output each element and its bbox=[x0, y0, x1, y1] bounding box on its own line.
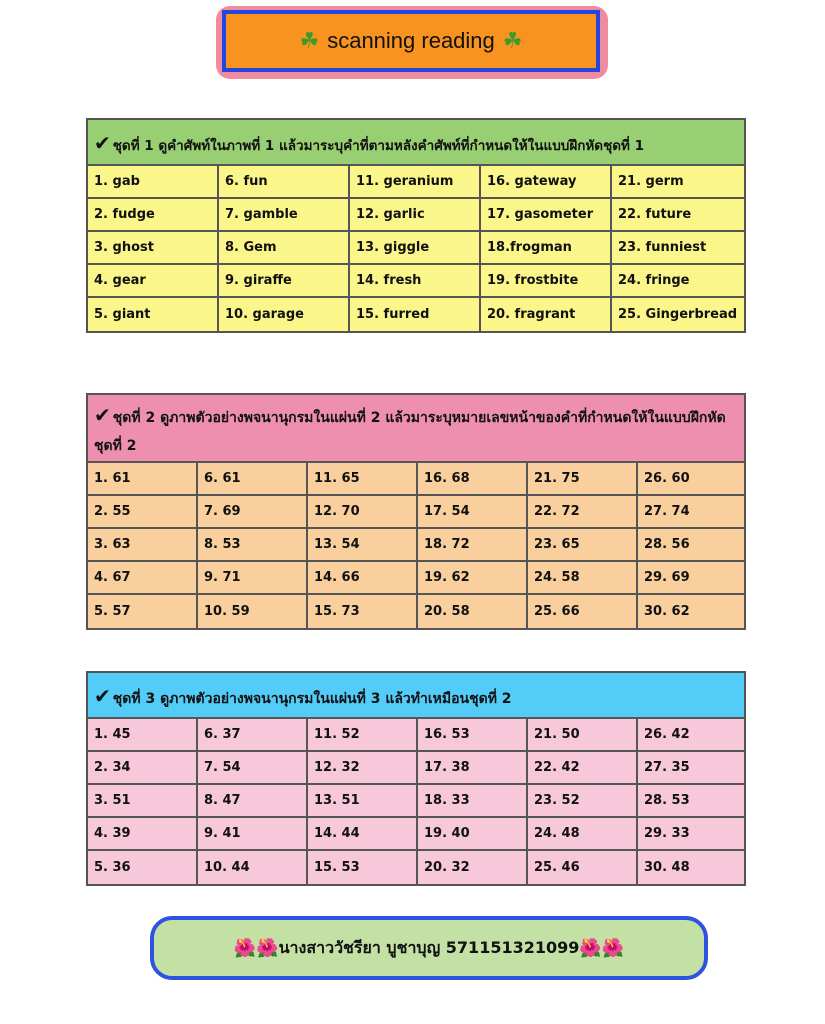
table-cell: 26. 60 bbox=[638, 463, 744, 496]
table-cell: 6. 37 bbox=[198, 719, 308, 752]
table-cell: 1. 61 bbox=[88, 463, 198, 496]
table-cell: 27. 35 bbox=[638, 752, 744, 785]
shamrock-icon: ☘ bbox=[502, 28, 523, 53]
table-cell: 15. furred bbox=[350, 298, 481, 331]
table-cell: 20. fragrant bbox=[481, 298, 612, 331]
table-cell: 20. 32 bbox=[418, 851, 528, 884]
table-cell: 28. 56 bbox=[638, 529, 744, 562]
heading-text: ชุดที่ 1 ดูคำศัพท์ในภาพที่ 1 แล้วมาระบุคำที่ตามหลังคำศัพท์ที่กำหนดให้ในแบบฝึกหัดชุดที่ 1 bbox=[112, 138, 644, 154]
table-cell: 29. 33 bbox=[638, 818, 744, 851]
table-cell: 25. 46 bbox=[528, 851, 638, 884]
exercise-set-1-heading bbox=[88, 120, 744, 166]
table-cell: 24. fringe bbox=[612, 265, 744, 298]
page-title bbox=[222, 10, 600, 72]
table-cell: 21. germ bbox=[612, 166, 744, 199]
table-cell: 7. 54 bbox=[198, 752, 308, 785]
table-cell: 4. 39 bbox=[88, 818, 198, 851]
table-cell: 21. 75 bbox=[528, 463, 638, 496]
table-cell: 24. 48 bbox=[528, 818, 638, 851]
table-cell: 12. garlic bbox=[350, 199, 481, 232]
table-cell: 11. geranium bbox=[350, 166, 481, 199]
table-cell: 19. 62 bbox=[418, 562, 528, 595]
table-cell: 2. fudge bbox=[88, 199, 219, 232]
heading-text: ชุดที่ 3 ดูภาพตัวอย่างพจนานุกรมในแผ่นที่ 3 แล้วทำเหมือนชุดที่ 2 bbox=[112, 691, 512, 707]
table-cell: 27. 74 bbox=[638, 496, 744, 529]
table-cell: 26. 42 bbox=[638, 719, 744, 752]
table-cell: 24. 58 bbox=[528, 562, 638, 595]
exercise-set-3 bbox=[86, 671, 746, 886]
table-cell: 19. frostbite bbox=[481, 265, 612, 298]
table-cell: 18.frogman bbox=[481, 232, 612, 265]
table-cell: 18. 72 bbox=[418, 529, 528, 562]
table-cell: 2. 55 bbox=[88, 496, 198, 529]
table-cell: 20. 58 bbox=[418, 595, 528, 628]
table-cell: 3. 51 bbox=[88, 785, 198, 818]
exercise-set-2-heading bbox=[88, 395, 744, 463]
exercise-set-2 bbox=[86, 393, 746, 630]
table-cell: 22. future bbox=[612, 199, 744, 232]
table-cell: 13. giggle bbox=[350, 232, 481, 265]
hibiscus-icon: 🌺🌺 bbox=[233, 937, 279, 959]
table-cell: 7. gamble bbox=[219, 199, 350, 232]
page-number-table bbox=[88, 463, 744, 628]
table-cell: 10. 44 bbox=[198, 851, 308, 884]
table-cell: 14. 66 bbox=[308, 562, 418, 595]
table-cell: 23. 52 bbox=[528, 785, 638, 818]
page-number-table bbox=[88, 719, 744, 884]
table-cell: 12. 70 bbox=[308, 496, 418, 529]
exercise-set-3-heading bbox=[88, 673, 744, 719]
table-cell: 7. 69 bbox=[198, 496, 308, 529]
table-cell: 10. garage bbox=[219, 298, 350, 331]
table-cell: 28. 53 bbox=[638, 785, 744, 818]
table-cell: 13. 54 bbox=[308, 529, 418, 562]
table-cell: 15. 53 bbox=[308, 851, 418, 884]
table-cell: 17. 38 bbox=[418, 752, 528, 785]
table-cell: 13. 51 bbox=[308, 785, 418, 818]
table-cell: 6. fun bbox=[219, 166, 350, 199]
table-cell: 4. gear bbox=[88, 265, 219, 298]
word-table bbox=[88, 166, 744, 331]
table-cell: 16. 53 bbox=[418, 719, 528, 752]
table-cell: 6. 61 bbox=[198, 463, 308, 496]
table-cell: 17. 54 bbox=[418, 496, 528, 529]
table-cell: 22. 72 bbox=[528, 496, 638, 529]
table-cell: 8. 47 bbox=[198, 785, 308, 818]
table-cell: 11. 52 bbox=[308, 719, 418, 752]
table-cell: 23. 65 bbox=[528, 529, 638, 562]
table-cell: 3. 63 bbox=[88, 529, 198, 562]
table-cell: 14. 44 bbox=[308, 818, 418, 851]
table-cell: 4. 67 bbox=[88, 562, 198, 595]
table-cell: 5. giant bbox=[88, 298, 219, 331]
checkmark-icon: ✔ bbox=[94, 131, 111, 155]
table-cell: 17. gasometer bbox=[481, 199, 612, 232]
checkmark-icon: ✔ bbox=[94, 403, 111, 427]
table-cell: 29. 69 bbox=[638, 562, 744, 595]
shamrock-icon: ☘ bbox=[299, 28, 320, 53]
table-cell: 3. ghost bbox=[88, 232, 219, 265]
table-cell: 8. Gem bbox=[219, 232, 350, 265]
table-cell: 8. 53 bbox=[198, 529, 308, 562]
table-cell: 16. 68 bbox=[418, 463, 528, 496]
table-cell: 2. 34 bbox=[88, 752, 198, 785]
table-cell: 18. 33 bbox=[418, 785, 528, 818]
table-cell: 11. 65 bbox=[308, 463, 418, 496]
author-name: นางสาววัชรียา บูชาบุญ 571151321099 bbox=[278, 937, 580, 957]
table-cell: 1. 45 bbox=[88, 719, 198, 752]
table-cell: 15. 73 bbox=[308, 595, 418, 628]
checkmark-icon: ✔ bbox=[94, 684, 111, 708]
table-cell: 9. giraffe bbox=[219, 265, 350, 298]
table-cell: 25. 66 bbox=[528, 595, 638, 628]
table-cell: 30. 48 bbox=[638, 851, 744, 884]
author-banner bbox=[150, 916, 708, 980]
table-cell: 23. funniest bbox=[612, 232, 744, 265]
table-cell: 19. 40 bbox=[418, 818, 528, 851]
table-cell: 5. 36 bbox=[88, 851, 198, 884]
exercise-set-1 bbox=[86, 118, 746, 333]
table-cell: 12. 32 bbox=[308, 752, 418, 785]
heading-text: ชุดที่ 2 ดูภาพตัวอย่างพจนานุกรมในแผ่นที่ 2 แล้วมาระบุหมายเลขหน้าของคำที่กำหนดให้ในแบบฝึกหัดชุดที่ 2 bbox=[94, 410, 726, 454]
table-cell: 21. 50 bbox=[528, 719, 638, 752]
table-cell: 25. Gingerbread bbox=[612, 298, 744, 331]
table-cell: 14. fresh bbox=[350, 265, 481, 298]
table-cell: 9. 71 bbox=[198, 562, 308, 595]
table-cell: 9. 41 bbox=[198, 818, 308, 851]
hibiscus-icon: 🌺🌺 bbox=[579, 937, 625, 959]
table-cell: 5. 57 bbox=[88, 595, 198, 628]
table-cell: 1. gab bbox=[88, 166, 219, 199]
page-title-text: scanning reading bbox=[327, 28, 495, 53]
table-cell: 30. 62 bbox=[638, 595, 744, 628]
table-cell: 22. 42 bbox=[528, 752, 638, 785]
table-cell: 16. gateway bbox=[481, 166, 612, 199]
table-cell: 10. 59 bbox=[198, 595, 308, 628]
